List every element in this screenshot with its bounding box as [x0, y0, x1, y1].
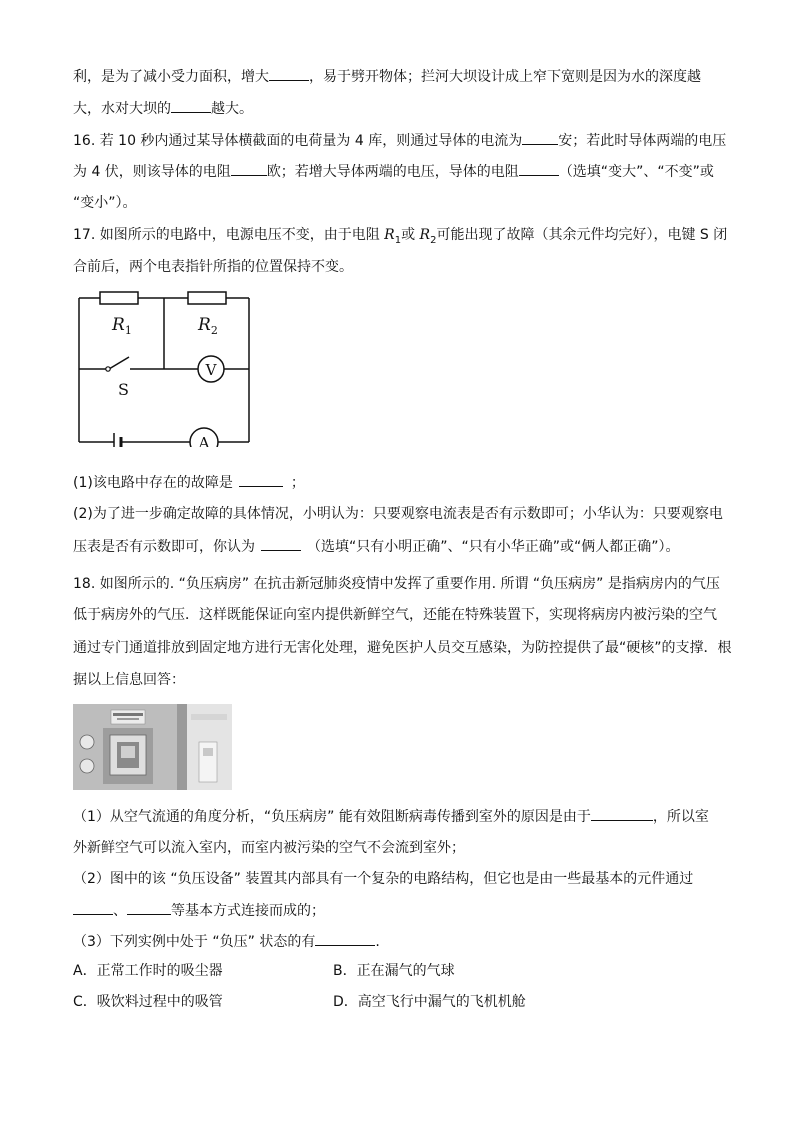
r1-label: $R_1$ — [112, 315, 132, 337]
answer-blank[interactable] — [73, 900, 113, 915]
r1-symbol: R — [384, 227, 395, 243]
q18-line2 — [73, 605, 717, 625]
switch-contact — [106, 367, 110, 371]
q18-text: 低于病房外的气压．这样既能保证向室内提供新鲜空气，还能在特殊装置下，实现将病房内被污染的空气 — [73, 607, 717, 623]
q17-sub2-line2 — [73, 536, 680, 557]
q16-line1 — [73, 130, 726, 151]
q15-text: 越大。 — [211, 101, 253, 117]
option-b[interactable]: B．正在漏气的气球 — [333, 963, 455, 979]
q17-text: ； — [290, 475, 305, 491]
answer-blank[interactable] — [231, 161, 267, 176]
q16-text: （选填“变大”、“不变”或 — [558, 164, 714, 180]
q18-text: 、 — [113, 903, 127, 919]
option-c[interactable]: C．吸饮料过程中的吸管 — [73, 994, 223, 1010]
answer-blank[interactable] — [522, 130, 558, 145]
q18-text: 通过专门通道排放到固定地方进行无害化处理，避免医护人员交互感染，为防控提供了最“硬核”的支撑．根 — [73, 640, 732, 656]
resistor-r1 — [100, 292, 138, 304]
switch-label: S — [118, 380, 129, 399]
q17-text: 17. 如图所示的电路中，电源电压不变，由于电阻 — [73, 227, 385, 243]
q15-text: ，易于劈开物体；拦河大坝设计成上窄下宽则是因为水的深度越 — [309, 69, 701, 85]
q17-line2 — [73, 257, 353, 277]
q16-text: “变小”）。 — [73, 195, 137, 211]
option-a[interactable]: A．正常工作时的吸尘器 — [73, 963, 223, 979]
switch-blade — [109, 357, 129, 369]
answer-blank[interactable] — [261, 536, 301, 551]
r1-subscript: 1 — [394, 234, 402, 246]
q17-text: （选填“只有小明正确”、“只有小华正确”或“俩人都正确”）。 — [307, 539, 680, 555]
q18-text: . — [375, 934, 380, 950]
answer-blank[interactable] — [127, 900, 171, 915]
q18-line4 — [73, 670, 185, 690]
q18-text: （1）从空气流通的角度分析，“负压病房” 能有效阻断病毒传播到室外的原因是由于 — [73, 809, 591, 825]
q15-text: 利，是为了减小受力面积，增大 — [73, 69, 269, 85]
q16-line3 — [73, 193, 137, 213]
answer-blank[interactable] — [171, 98, 211, 113]
q18-text: 等基本方式连接而成的； — [171, 903, 325, 919]
q18-sub2-line1 — [73, 869, 693, 889]
q18-text: 外新鲜空气可以流入室内，而室内被污染的空气不会流到室外； — [73, 840, 465, 856]
answer-blank[interactable] — [315, 931, 375, 946]
answer-blank[interactable] — [269, 66, 309, 81]
q18-text: （3）下列实例中处于 “负压” 状态的有 — [73, 934, 316, 950]
q16-text: 安；若此时导体两端的电压 — [558, 133, 727, 149]
q17-sub2-line1 — [73, 504, 723, 524]
resistor-r2 — [188, 292, 226, 304]
circuit-diagram — [74, 287, 254, 447]
q18-line1 — [73, 574, 720, 594]
q17-text: 压表是否有示数即可，你认为 — [73, 539, 255, 555]
option-d[interactable]: D．高空飞行中漏气的飞机机舱 — [333, 994, 526, 1010]
q15-line1 — [73, 66, 701, 87]
negative-pressure-device-photo — [73, 704, 232, 790]
q17-text: (2)为了进一步确定故障的具体情况，小明认为：只要观察电流表是否有示数即可；小华认为：只要观察电 — [73, 506, 723, 522]
q18-text: 18. 如图所示的. “负压病房” 在抗击新冠肺炎疫情中发挥了重要作用. 所谓 “负压病房” 是指病房内的气压 — [73, 576, 720, 592]
q18-sub2-line2 — [73, 900, 325, 921]
answer-blank[interactable] — [591, 806, 653, 821]
q17-line1 — [73, 225, 727, 251]
answer-blank[interactable] — [239, 472, 283, 487]
q18-text: ，所以室 — [652, 809, 709, 825]
q15-line2 — [73, 98, 253, 119]
q18-text: 据以上信息回答： — [73, 672, 185, 688]
voltmeter-label: V — [205, 361, 217, 379]
r2-symbol: R — [419, 227, 431, 243]
r2-label: $R_2$ — [198, 315, 218, 337]
q17-text: 或 — [401, 227, 420, 243]
q16-text: 16. 若 10 秒内通过某导体横截面的电荷量为 4 库，则通过导体的电流为 — [73, 133, 523, 149]
q16-text: 为 4 伏，则该导体的电阻 — [73, 164, 231, 180]
q18-line3 — [73, 638, 732, 658]
answer-blank[interactable] — [519, 161, 559, 176]
q17-text: (1)该电路中存在的故障是 — [73, 475, 233, 491]
q16-line2 — [73, 161, 714, 182]
q17-sub1 — [73, 472, 305, 493]
ammeter-label: A — [198, 434, 210, 447]
q17-text: 合前后，两个电表指针所指的位置保持不变。 — [73, 259, 353, 275]
r2-subscript: 2 — [430, 234, 437, 246]
q18-sub1-line2 — [73, 838, 465, 858]
q18-sub3 — [73, 931, 380, 952]
q18-sub1-line1 — [73, 806, 709, 827]
q16-text: 欧；若增大导体两端的电压，导体的电阻 — [266, 164, 519, 180]
q15-text: 大，水对大坝的 — [73, 101, 171, 117]
q17-text: 可能出现了故障（其余元件均完好），电键 S 闭 — [436, 227, 728, 243]
q18-text: （2）图中的该 “负压设备” 装置其内部具有一个复杂的电路结构，但它也是由一些最基本的元件通过 — [73, 871, 694, 887]
